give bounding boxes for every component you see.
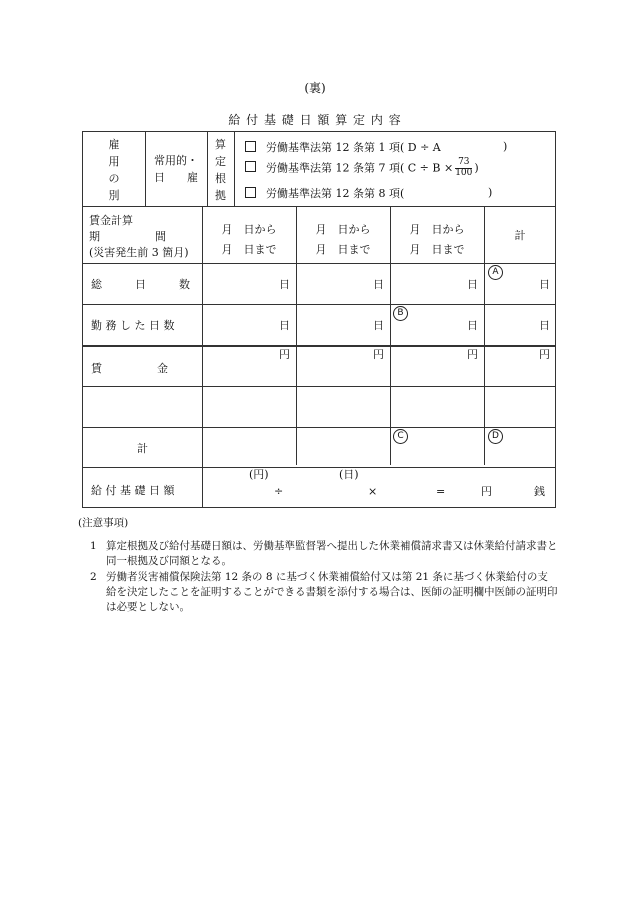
basis-label-line: 定 <box>215 155 226 169</box>
unit-day: 日 <box>467 319 478 332</box>
page-title: 給 付 基 礎 日 額 算 定 内 容 <box>228 113 402 127</box>
unit-yen: 円 <box>279 348 290 361</box>
period-from: 月 日から <box>221 223 277 236</box>
basis-option-2[interactable] <box>245 158 479 179</box>
unit-yen: 円 <box>481 485 492 498</box>
basis-option-3[interactable] <box>245 187 404 199</box>
period-col-1 <box>202 220 296 260</box>
equals-sign: = <box>436 485 446 498</box>
unit-day: 日 <box>539 278 550 291</box>
fraction-numerator: 73 <box>455 158 472 169</box>
unit-day: 日 <box>373 319 384 332</box>
period-to: 月 日まで <box>409 242 465 256</box>
unit-yen: 円 <box>539 348 550 361</box>
period-to: 月 日まで <box>221 242 277 256</box>
period-label-line: 期 間 <box>89 229 166 243</box>
total-days-label: 総 日 数 <box>91 278 190 291</box>
marker-a: A <box>488 265 503 280</box>
employment-label-line: の <box>108 172 120 186</box>
work-days-label: 勤 務 し た 日 数 <box>91 319 175 332</box>
side-label: (裏) <box>304 81 326 95</box>
basis-option-text: 労働基準法第 12 条第 8 項( <box>266 187 405 200</box>
basis-label-line: 拠 <box>215 189 226 203</box>
note-item <box>78 539 558 569</box>
unit-yen: 円 <box>467 348 478 361</box>
option-close-paren: ) <box>488 186 493 199</box>
unit-sen: 銭 <box>534 485 545 498</box>
divide-sign: ÷ <box>274 485 284 498</box>
note-number: 2 <box>90 570 97 583</box>
basis-option-text: 労働基準法第 12 条第 1 項( D ÷ A <box>266 141 441 154</box>
period-from: 月 日から <box>409 223 465 236</box>
period-label-line: (災害発生前 3 箇月) <box>89 245 189 259</box>
wage-label: 賃 金 <box>91 362 168 375</box>
employment-type-line: 日 雇 <box>154 171 198 185</box>
checkbox[interactable] <box>245 161 256 172</box>
basis-label <box>207 136 234 204</box>
note-number: 1 <box>90 540 97 553</box>
unit-day-paren: (日) <box>339 468 359 481</box>
marker-c: C <box>393 429 408 444</box>
note-text: 算定根拠及び給付基礎日額は、労働基準監督署へ提出した休業補償請求書又は休業給付請求書と同一根拠及び同額となる。 <box>106 540 558 568</box>
note-item <box>78 570 558 616</box>
basis-label-line: 根 <box>215 172 226 186</box>
calculation-table <box>82 206 556 508</box>
basis-option-text: 労働基準法第 12 条第 7 項( C ÷ B × <box>266 161 454 175</box>
unit-day: 日 <box>467 278 478 291</box>
period-from: 月 日から <box>315 223 371 236</box>
unit-day: 日 <box>279 319 290 332</box>
notes-section <box>78 516 558 615</box>
fraction-denominator: 100 <box>455 167 473 178</box>
period-label <box>89 213 189 261</box>
unit-day: 日 <box>279 278 290 291</box>
basis-option-1[interactable] <box>245 141 441 153</box>
option-close-paren: ) <box>503 140 508 153</box>
marker-d: D <box>488 429 503 444</box>
notes-header: (注意事項) <box>78 517 129 529</box>
period-to: 月 日まで <box>315 242 371 256</box>
fraction <box>455 158 472 179</box>
marker-b: B <box>393 306 408 321</box>
employment-type <box>145 152 207 186</box>
multiply-sign: × <box>368 485 378 498</box>
unit-day: 日 <box>539 319 550 332</box>
employment-label <box>83 136 145 204</box>
total-header: 計 <box>514 229 526 242</box>
checkbox[interactable] <box>245 141 256 152</box>
basis-label-line: 算 <box>215 138 226 151</box>
unit-day: 日 <box>373 278 384 291</box>
period-col-3 <box>390 220 484 260</box>
sum-label: 計 <box>137 442 148 455</box>
employment-label-line: 雇 <box>108 138 120 151</box>
employment-type-line: 常用的・ <box>154 154 198 167</box>
period-label-line: 賃金計算 <box>89 214 133 227</box>
unit-yen-paren: (円) <box>249 468 269 481</box>
base-amount-label: 給 付 基 礎 日 額 <box>91 484 175 497</box>
period-col-2 <box>296 220 390 260</box>
employment-label-line: 用 <box>108 155 120 169</box>
option-close-paren: ) <box>474 161 479 175</box>
note-text: 労働者災害補償保険法第 12 条の 8 に基づく休業補償給付又は第 21 条に基づく休業給付の支給を決定したことを証明することができる書類を添付する場合は、医師の証明欄中医師の証明印は必要としない。 <box>106 570 558 614</box>
checkbox[interactable] <box>245 187 256 198</box>
unit-yen: 円 <box>373 348 384 361</box>
employment-label-line: 別 <box>108 189 120 203</box>
basis-table <box>82 131 556 207</box>
